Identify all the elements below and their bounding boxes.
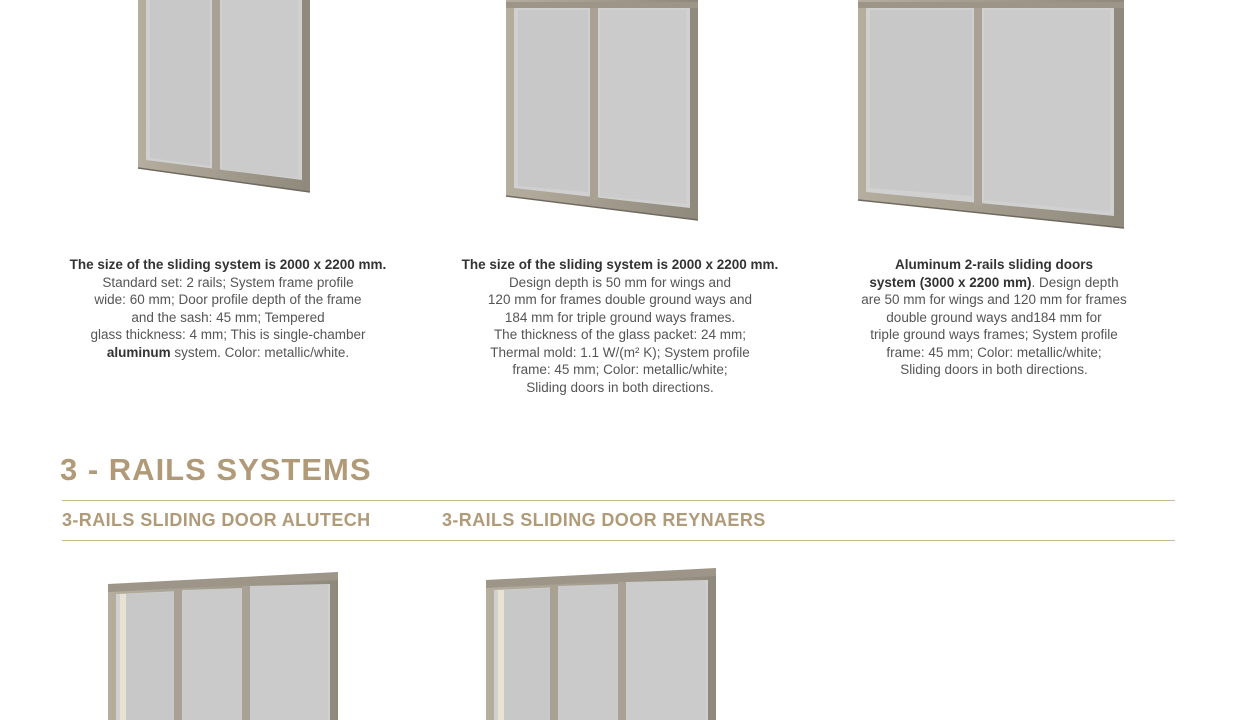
subtitle-alutech: 3-RAILS SLIDING DOOR ALUTECH [62, 510, 371, 530]
sliding-door-3-panel-image [106, 572, 340, 720]
product-image-reynaers [484, 568, 718, 720]
desc-line: The size of the sliding system is 2000 x 2200 mm. [461, 257, 779, 272]
desc-line: glass thickness: 4 mm; This is single-chamber [90, 327, 366, 342]
desc-line: system. Color: metallic/white. [170, 344, 350, 360]
desc-line: 120 mm for frames double ground ways and [487, 292, 753, 307]
product-image-3 [856, 0, 1126, 230]
desc-line: and the sash: 45 mm; Tempered [131, 309, 325, 325]
sliding-door-2-panel-image [136, 0, 312, 194]
product-image-1 [136, 0, 312, 194]
desc-bold-phrase: system (3000 x 2200 mm) [869, 274, 1032, 290]
desc-bold-word: aluminum [106, 344, 171, 360]
desc-line: are 50 mm for wings and 120 mm for frames [861, 292, 1127, 307]
desc-line: Aluminum 2-rails sliding doors [894, 257, 1094, 272]
desc-line: Sliding doors in both directions. [526, 379, 714, 395]
product-description-3 [834, 256, 1154, 379]
sliding-door-2-panel-image [504, 0, 700, 222]
sliding-door-2-panel-image [856, 0, 1126, 230]
subsection-divider [62, 540, 1175, 541]
desc-line: Standard set: 2 rails; System frame profile [102, 274, 354, 290]
desc-line: The thickness of the glass packet: 24 mm; [493, 327, 747, 342]
subtitle-reynaers: 3-RAILS SLIDING DOOR REYNAERS [442, 510, 766, 530]
desc-line: Sliding doors in both directions. [900, 362, 1088, 377]
section-title: 3 - RAILS SYSTEMS [60, 452, 372, 487]
desc-line: frame: 45 mm; Color: metallic/white; [512, 362, 728, 377]
desc-line: double ground ways and184 mm for [886, 309, 1102, 325]
product-description-1 [57, 256, 399, 361]
desc-line: 184 mm for triple ground ways frames. [504, 309, 736, 325]
product-description-2 [450, 256, 790, 396]
desc-line: Design depth is 50 mm for wings and [508, 274, 732, 290]
desc-line: . Design depth [1031, 274, 1119, 290]
section-divider [62, 500, 1175, 501]
desc-line: triple ground ways frames; System profile [870, 327, 1118, 342]
desc-line: frame: 45 mm; Color: metallic/white; [886, 344, 1102, 360]
desc-line: The size of the sliding system is 2000 x 2200 mm. [69, 257, 387, 272]
sliding-door-3-panel-image [484, 568, 718, 720]
product-image-2 [504, 0, 700, 222]
desc-line: Thermal mold: 1.1 W/(m² K); System profile [490, 344, 750, 360]
product-image-alutech [106, 572, 340, 720]
desc-line: wide: 60 mm; Door profile depth of the frame [94, 292, 362, 307]
